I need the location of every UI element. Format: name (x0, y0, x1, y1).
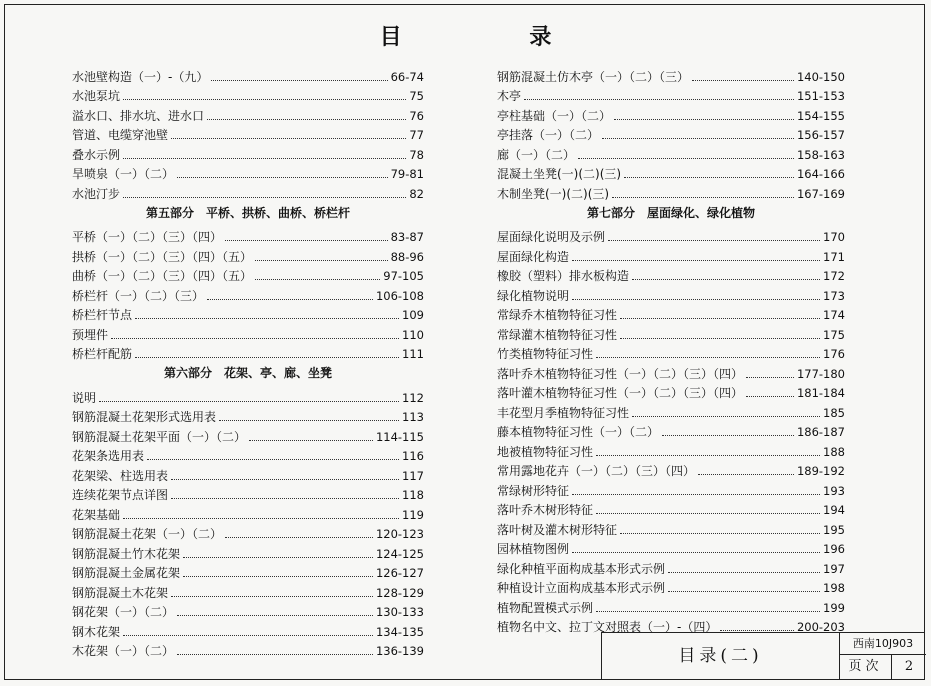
toc-entry[interactable] (72, 181, 424, 201)
title-block-atlas-code: 西南10J903 (840, 633, 926, 655)
toc-entry-pages: 170 (823, 230, 845, 244)
dot-leader (123, 196, 406, 198)
toc-entry-pages: 197 (823, 561, 845, 576)
toc-entry[interactable] (497, 103, 845, 123)
toc-entry[interactable] (72, 244, 424, 264)
toc-entry-title: 丰花型月季植物特征习性 (497, 405, 630, 420)
toc-entry-title: 橡胶（塑料）排水板构造 (497, 269, 630, 283)
toc-entry[interactable] (497, 498, 845, 518)
dot-leader (171, 478, 399, 480)
toc-entry[interactable] (497, 244, 845, 264)
toc-entry-pages: 112 (402, 390, 424, 405)
dot-leader (123, 634, 373, 636)
toc-entry-pages: 119 (402, 507, 424, 522)
dot-leader (177, 653, 373, 655)
dot-leader (183, 556, 373, 558)
toc-entry-pages: 116 (402, 449, 424, 463)
toc-entry-title: 平桥（一）（二）（三）（四） (72, 230, 223, 244)
toc-entry-pages: 195 (823, 522, 845, 537)
toc-entry[interactable] (497, 123, 845, 143)
toc-entry-title: 钢筋混凝土仿木亭（一）（二）（三） (497, 69, 690, 84)
dot-leader (211, 79, 387, 81)
toc-entry[interactable] (497, 303, 845, 323)
dot-leader (177, 614, 373, 616)
toc-entry[interactable] (497, 84, 845, 104)
dot-leader (219, 419, 399, 421)
dot-leader (612, 196, 794, 198)
dot-leader (668, 571, 820, 573)
toc-entry-pages: 158-163 (796, 147, 845, 162)
toc-entry-pages: 106-108 (375, 288, 424, 303)
toc-entry-pages: 83-87 (390, 230, 424, 244)
toc-entry-title: 钢筋混凝土金属花架 (72, 566, 181, 580)
title-block (601, 632, 925, 680)
toc-entry-pages: 128-129 (375, 585, 424, 600)
toc-entry-pages: 185 (823, 405, 845, 420)
dot-leader (207, 118, 406, 120)
toc-entry-pages: 117 (402, 468, 424, 483)
dot-leader (608, 239, 820, 241)
toc-entry-title: 常绿树形特征 (497, 483, 570, 498)
toc-entry[interactable] (497, 478, 845, 498)
dot-leader (662, 434, 794, 436)
toc-entry[interactable] (497, 322, 845, 342)
toc-entry-pages: 167-169 (796, 186, 845, 201)
dot-leader (135, 356, 399, 358)
toc-right-column (497, 64, 845, 634)
toc-entry[interactable] (72, 84, 424, 104)
toc-entry-pages: 136-139 (375, 644, 424, 658)
toc-entry-pages: 173 (823, 288, 845, 303)
toc-entry-title: 常绿乔木植物特征习性 (497, 308, 618, 322)
dot-leader (692, 79, 794, 81)
toc-entry[interactable] (497, 342, 845, 362)
toc-entry[interactable] (497, 225, 845, 245)
toc-entry-title: 植物配置模式示例 (497, 600, 594, 615)
toc-entry-title: 水池壁构造（一）-（九） (72, 69, 209, 84)
toc-entry[interactable] (72, 541, 424, 561)
dot-leader (207, 298, 373, 300)
toc-entry[interactable] (72, 64, 424, 84)
toc-entry-pages: 88-96 (390, 249, 424, 264)
dot-leader (225, 239, 388, 241)
dot-leader (249, 439, 373, 441)
toc-entry-pages: 110 (402, 327, 424, 342)
dot-leader (111, 337, 399, 339)
dot-leader (147, 458, 399, 460)
dot-leader (596, 356, 820, 358)
toc-entry-pages: 97-105 (383, 269, 424, 283)
toc-entry-title: 说明 (72, 390, 97, 405)
toc-entry[interactable] (72, 342, 424, 362)
toc-entry-pages: 172 (823, 269, 845, 283)
toc-entry-title: 落叶灌木植物特征习性（一）（二）（三）（四） (497, 386, 744, 400)
dot-leader (171, 497, 399, 499)
toc-entry[interactable] (72, 639, 424, 659)
toc-entry-pages: 151-153 (796, 89, 845, 103)
toc-entry-pages: 66-74 (390, 69, 424, 84)
toc-entry-pages: 79-81 (390, 167, 424, 181)
toc-entry-title: 园林植物图例 (497, 542, 570, 556)
toc-entry-pages: 177-180 (796, 366, 845, 381)
toc-entry[interactable] (72, 424, 424, 444)
toc-entry-title: 花架基础 (72, 507, 121, 522)
dot-leader (632, 278, 820, 280)
dot-leader (632, 415, 820, 417)
toc-entry[interactable] (72, 405, 424, 425)
toc-entry-title: 旱喷泉（一）（二） (72, 167, 175, 181)
toc-entry-title: 钢木花架 (72, 624, 121, 639)
dot-leader (624, 176, 794, 178)
toc-entry-pages: 199 (823, 600, 845, 615)
toc-entry[interactable] (497, 537, 845, 557)
toc-entry-title: 落叶乔木植物特征习性（一）（二）（三）（四） (497, 366, 744, 381)
toc-entry-title: 竹类植物特征习性 (497, 347, 594, 361)
dot-leader (135, 317, 399, 319)
toc-entry-title: 花架梁、柱选用表 (72, 468, 169, 483)
toc-entry-title: 拱桥（一）（二）（三）（四）（五） (72, 249, 253, 264)
dot-leader (746, 395, 794, 397)
toc-entry-title: 溢水口、排水坑、进水口 (72, 108, 205, 123)
toc-entry-title: 木制坐凳(一)(二)(三) (497, 186, 610, 201)
toc-entry-title: 亭柱基础（一）（二） (497, 108, 612, 123)
toc-entry[interactable] (72, 463, 424, 483)
dot-leader (572, 493, 820, 495)
dot-leader (572, 259, 820, 261)
toc-entry[interactable] (72, 123, 424, 143)
toc-entry[interactable] (497, 264, 845, 284)
dot-leader (123, 98, 406, 100)
toc-entry-pages: 76 (409, 108, 424, 123)
toc-entry[interactable] (72, 303, 424, 323)
toc-entry-title: 绿化种植平面构成基本形式示例 (497, 561, 666, 576)
toc-entry[interactable] (72, 580, 424, 600)
toc-entry[interactable] (72, 264, 424, 284)
toc-entry[interactable] (72, 600, 424, 620)
toc-entry-title: 绿化植物说明 (497, 288, 570, 303)
title-block-page-number: 2 (904, 659, 914, 674)
toc-entry[interactable] (72, 103, 424, 123)
page-title: 目 录 (379, 25, 612, 50)
toc-entry[interactable] (497, 517, 845, 537)
dot-leader (720, 629, 794, 631)
toc-entry-pages: 120-123 (375, 527, 424, 541)
toc-entry[interactable] (72, 561, 424, 581)
dot-leader (596, 512, 820, 514)
toc-entry-pages: 82 (409, 186, 424, 201)
toc-entry-title: 水池汀步 (72, 186, 121, 201)
toc-entry-title: 钢花架（一）（二） (72, 605, 175, 619)
toc-entry-title: 管道、电缆穿池壁 (72, 128, 169, 142)
toc-entry-title: 常用露地花卉（一）（二）（三）（四） (497, 464, 696, 478)
toc-entry-title: 钢筋混凝土木花架 (72, 585, 169, 600)
toc-entry-title: 混凝土坐凳(一)(二)(三) (497, 167, 622, 181)
toc-entry[interactable] (497, 181, 845, 201)
dot-leader (698, 473, 794, 475)
dot-leader (171, 595, 373, 597)
toc-entry[interactable] (497, 595, 845, 615)
dot-leader (255, 278, 380, 280)
dot-leader (572, 298, 820, 300)
toc-entry-pages: 188 (823, 444, 845, 459)
toc-entry-pages: 78 (409, 147, 424, 162)
toc-entry-pages: 175 (823, 327, 845, 342)
dot-leader (614, 118, 794, 120)
toc-entry[interactable] (497, 381, 845, 401)
toc-entry-pages: 194 (823, 503, 845, 517)
toc-entry[interactable] (72, 162, 424, 182)
dot-leader (620, 337, 820, 339)
section-heading: 第七部分 屋面绿化、绿化植物 (586, 205, 755, 220)
toc-entry-pages: 109 (402, 308, 424, 322)
toc-entry-pages: 75 (409, 89, 424, 103)
toc-entry-pages: 171 (823, 249, 845, 264)
toc-entry[interactable] (497, 576, 845, 596)
toc-entry[interactable] (497, 142, 845, 162)
toc-entry-title: 桥栏杆配筋 (72, 347, 133, 361)
toc-entry[interactable] (497, 64, 845, 84)
dot-leader (123, 517, 399, 519)
toc-entry[interactable] (72, 483, 424, 503)
toc-entry-title: 钢筋混凝土竹木花架 (72, 546, 181, 561)
toc-entry-title: 常绿灌木植物特征习性 (497, 327, 618, 342)
toc-entry[interactable] (497, 400, 845, 420)
dot-leader (596, 454, 820, 456)
toc-left-column (72, 64, 424, 658)
toc-entry-title: 曲桥（一）（二）（三）（四）（五） (72, 269, 253, 283)
toc-entry-pages: 111 (402, 347, 424, 361)
toc-entry-pages: 124-125 (375, 546, 424, 561)
toc-entry-pages: 176 (823, 347, 845, 361)
section-heading: 第五部分 平桥、拱桥、曲桥、桥栏杆 (145, 205, 350, 220)
toc-entry-pages: 118 (402, 488, 424, 502)
toc-entry-title: 花架条选用表 (72, 449, 145, 463)
dot-leader (225, 536, 373, 538)
toc-entry-title: 预埋件 (72, 327, 109, 342)
toc-entry-pages: 156-157 (796, 128, 845, 142)
dot-leader (99, 400, 399, 402)
toc-entry-pages: 140-150 (796, 69, 845, 84)
toc-entry-title: 种植设计立面构成基本形式示例 (497, 581, 666, 595)
toc-entry-pages: 134-135 (375, 624, 424, 639)
toc-entry-pages: 130-133 (375, 605, 424, 619)
dot-leader (620, 532, 820, 534)
toc-entry-title: 藤本植物特征习性（一）（二） (497, 425, 660, 439)
toc-entry-pages: 164-166 (796, 167, 845, 181)
toc-entry-title: 植物名中文、拉丁文对照表（一）-（四） (497, 620, 718, 634)
toc-entry[interactable] (72, 619, 424, 639)
toc-entry[interactable] (72, 225, 424, 245)
toc-entry[interactable] (72, 385, 424, 405)
toc-entry-pages: 200-203 (796, 620, 845, 634)
toc-entry-pages: 196 (823, 542, 845, 556)
toc-entry-title: 亭挂落（一）（二） (497, 128, 600, 142)
toc-entry[interactable] (72, 142, 424, 162)
toc-entry-title: 木花架（一）（二） (72, 644, 175, 658)
dot-leader (183, 575, 373, 577)
toc-entry-title: 水池泵坑 (72, 89, 121, 103)
dot-leader (255, 259, 388, 261)
toc-entry-title: 钢筋混凝土花架平面（一）（二） (72, 429, 247, 444)
toc-entry-pages: 186-187 (796, 425, 845, 439)
toc-entry-title: 落叶乔木树形特征 (497, 503, 594, 517)
toc-entry[interactable] (497, 459, 845, 479)
title-block-name: 目录(二) (602, 633, 840, 679)
toc-entry[interactable] (497, 283, 845, 303)
toc-entry[interactable] (497, 556, 845, 576)
dot-leader (123, 157, 406, 159)
toc-entry[interactable] (72, 322, 424, 342)
toc-entry-pages: 113 (402, 410, 424, 424)
toc-entry[interactable] (497, 162, 845, 182)
dot-leader (668, 590, 820, 592)
toc-entry-title: 落叶树及灌木树形特征 (497, 522, 618, 537)
title-block-page-label: 页次 (840, 655, 892, 679)
toc-entry[interactable] (72, 502, 424, 522)
toc-entry-pages: 193 (823, 483, 845, 498)
toc-entry-pages: 114-115 (375, 429, 424, 444)
section-heading: 第六部分 花架、亭、廊、坐凳 (163, 366, 332, 380)
toc-entry-title: 钢筋混凝土花架（一）（二） (72, 527, 223, 541)
toc-entry[interactable] (72, 444, 424, 464)
dot-leader (572, 551, 820, 553)
toc-entry-title: 屋面绿化构造 (497, 249, 570, 264)
toc-entry-title: 连续花架节点详图 (72, 488, 169, 502)
toc-entry[interactable] (497, 439, 845, 459)
toc-entry[interactable] (497, 420, 845, 440)
toc-entry-pages: 174 (823, 308, 845, 322)
toc-entry-title: 叠水示例 (72, 147, 121, 162)
dot-leader (620, 317, 820, 319)
toc-entry[interactable] (72, 283, 424, 303)
toc-entry-title: 木亭 (497, 89, 522, 103)
toc-entry-pages: 189-192 (796, 464, 845, 478)
dot-leader (578, 157, 794, 159)
toc-entry-pages: 77 (409, 128, 424, 142)
toc-entry-title: 钢筋混凝土花架形式选用表 (72, 410, 217, 424)
dot-leader (596, 610, 820, 612)
dot-leader (602, 137, 794, 139)
toc-entry-title: 廊（一）（二） (497, 147, 576, 162)
toc-entry[interactable] (497, 361, 845, 381)
toc-entry[interactable] (72, 522, 424, 542)
dot-leader (177, 176, 388, 178)
toc-entry-title: 屋面绿化说明及示例 (497, 230, 606, 244)
toc-entry-title: 地被植物特征习性 (497, 444, 594, 459)
toc-entry-pages: 181-184 (796, 386, 845, 400)
toc-entry-title: 桥栏杆节点 (72, 308, 133, 322)
dot-leader (746, 376, 794, 378)
toc-entry-pages: 126-127 (375, 566, 424, 580)
dot-leader (524, 98, 794, 100)
toc-entry-title: 桥栏杆（一）（二）（三） (72, 288, 205, 303)
toc-entry-pages: 154-155 (796, 108, 845, 123)
toc-entry-pages: 198 (823, 581, 845, 595)
dot-leader (171, 137, 406, 139)
